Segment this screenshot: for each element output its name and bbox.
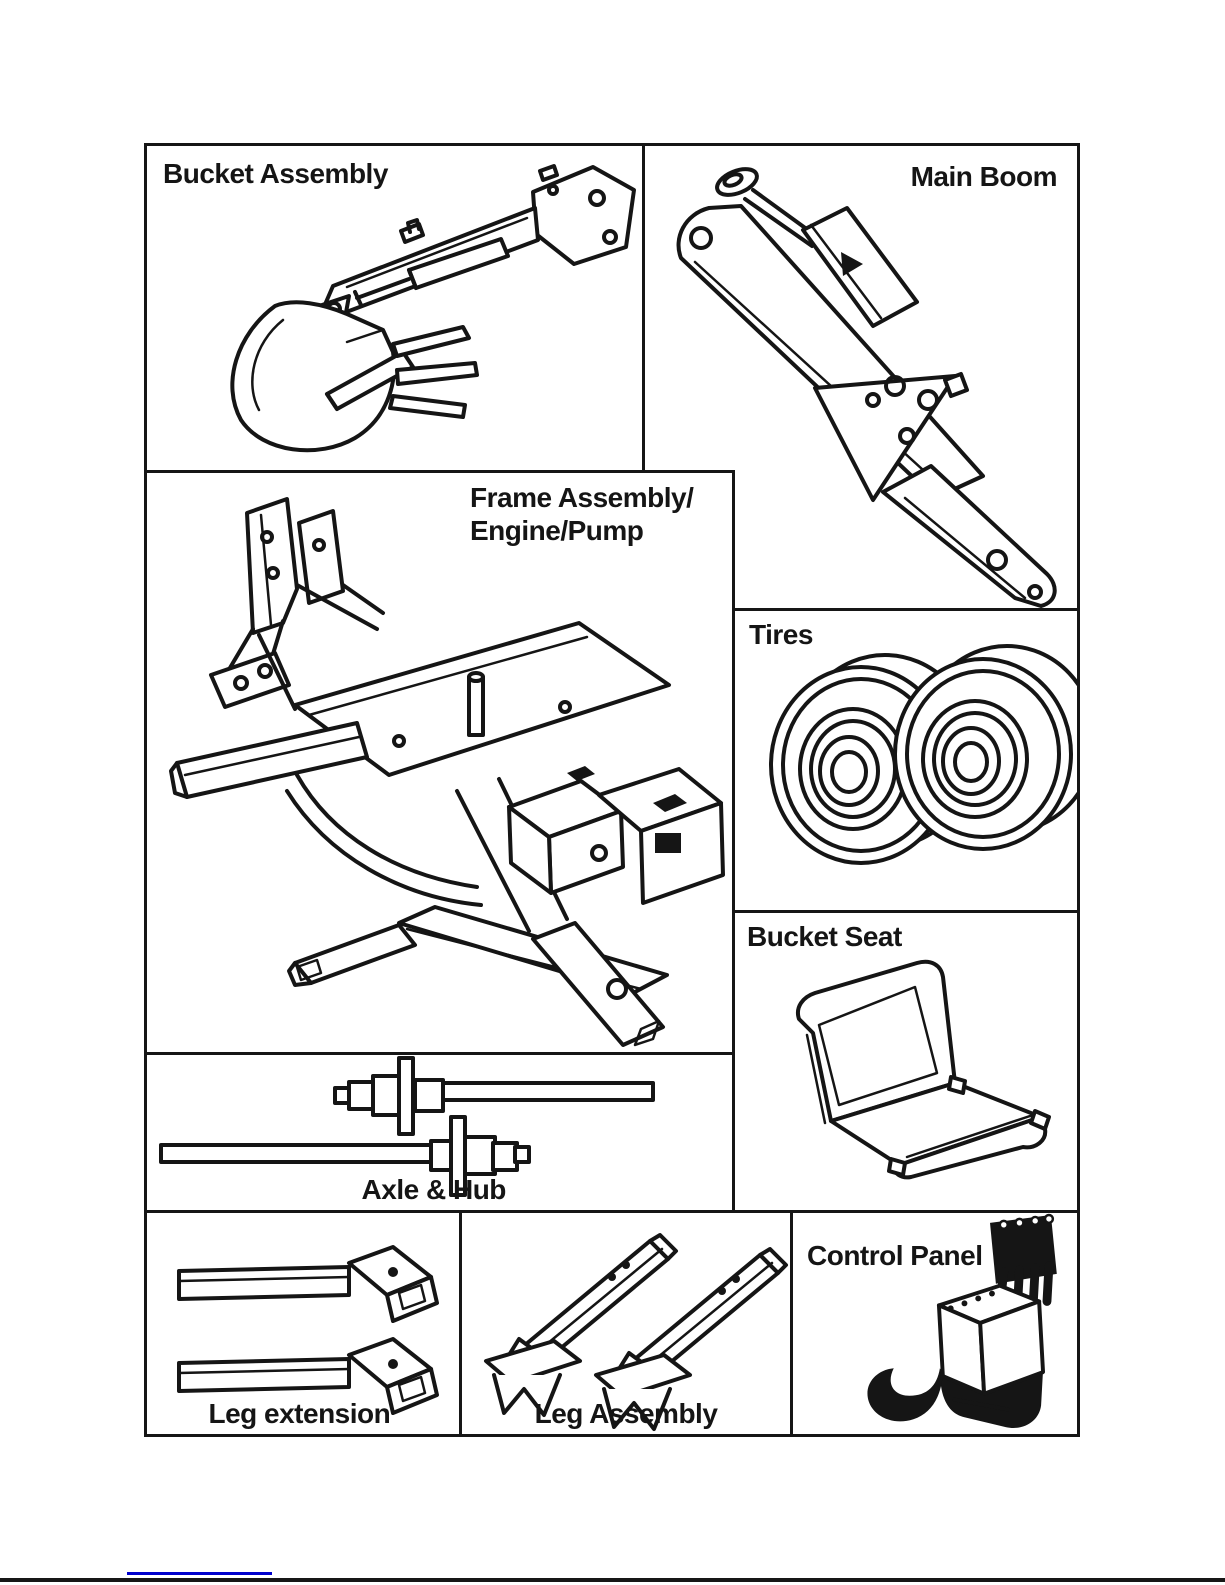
frame-assembly-label-line1: Frame Assembly/ [470, 482, 694, 513]
footer-rule [0, 1578, 1225, 1582]
frame-assembly-drawing [147, 473, 732, 1052]
axle-hub-label: Axle & Hub [361, 1174, 506, 1205]
panel-bucket-assembly [144, 143, 645, 473]
control-panel-label: Control Panel [807, 1240, 983, 1271]
bucket-seat-label: Bucket Seat [747, 921, 902, 952]
bucket-assembly-drawing [147, 146, 642, 470]
main-boom-label: Main Boom [910, 161, 1057, 192]
panel-leg-extension [144, 1210, 462, 1437]
panel-leg-assembly [459, 1210, 793, 1437]
panel-frame-assembly [144, 470, 735, 1055]
leg-assembly-label: Leg Assembly [534, 1398, 718, 1429]
panel-bucket-seat [732, 910, 1080, 1213]
bucket-seat-drawing [735, 913, 1077, 1210]
frame-assembly-label [470, 481, 693, 547]
leg-extension-label: Leg extension [208, 1398, 391, 1429]
panel-axle-hub [144, 1052, 735, 1213]
tires-drawing [735, 611, 1077, 910]
panel-tires [732, 608, 1080, 913]
bucket-assembly-label: Bucket Assembly [163, 158, 388, 189]
footer-link-underline[interactable] [127, 1572, 272, 1575]
frame-assembly-label-line2: Engine/Pump [470, 515, 644, 546]
tires-label: Tires [749, 619, 813, 650]
panel-control-panel [790, 1210, 1080, 1437]
